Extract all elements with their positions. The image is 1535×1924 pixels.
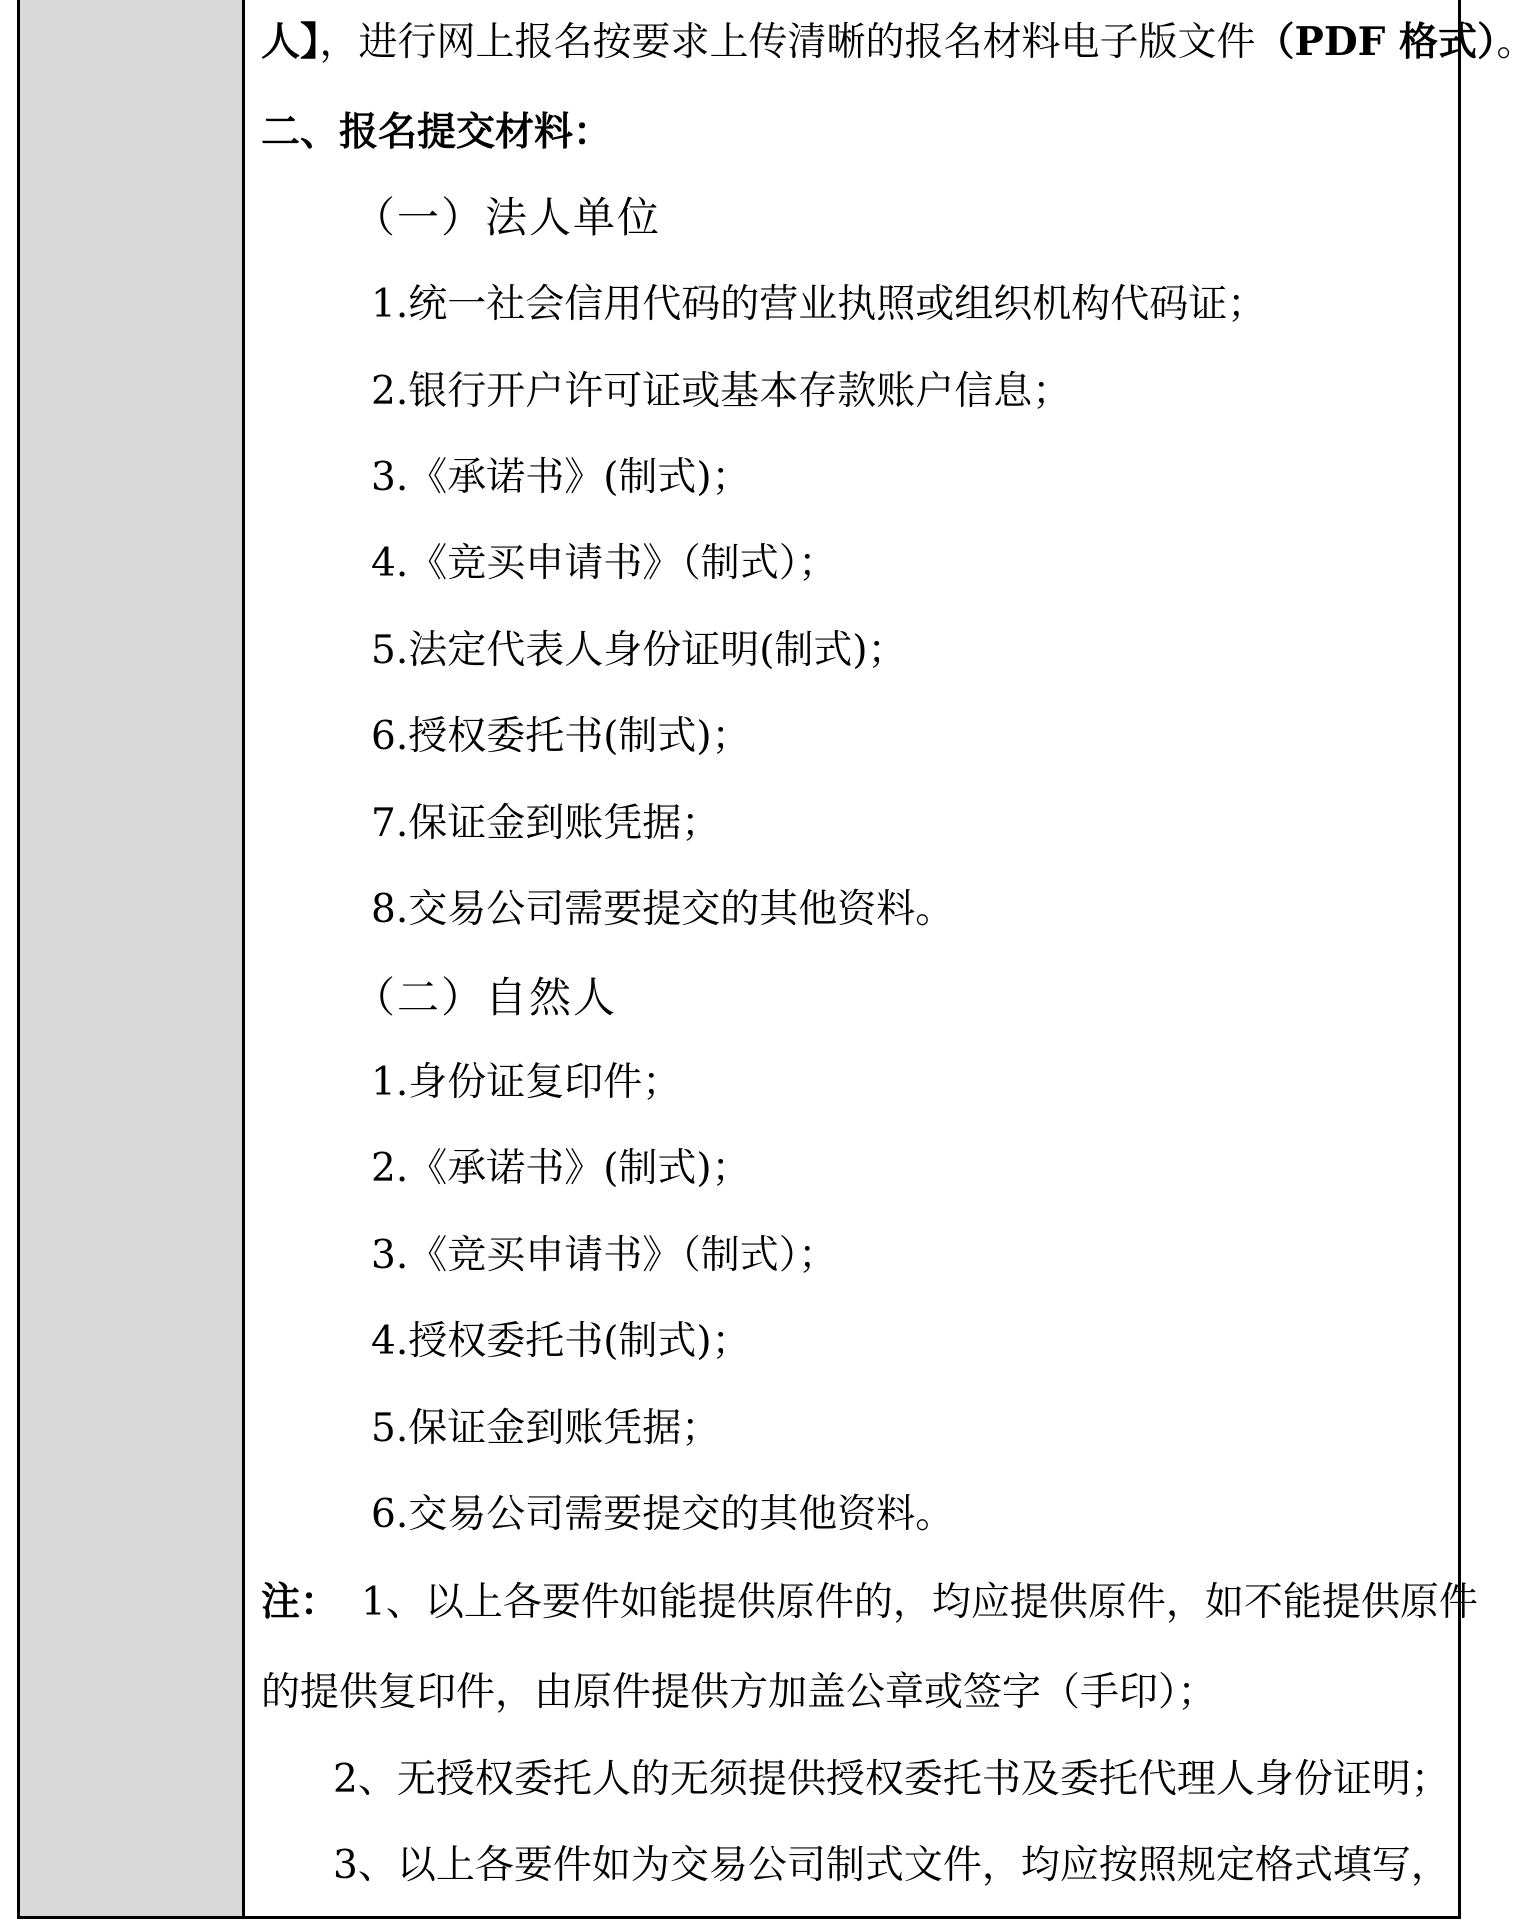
natural-person-heading: （二）自然人 bbox=[353, 973, 618, 1022]
natural-item: 4.授权委托书(制式)； bbox=[371, 1319, 751, 1364]
natural-item: 5.保证金到账凭据； bbox=[371, 1406, 721, 1451]
natural-item: 1.身份证复印件； bbox=[371, 1060, 682, 1105]
intro-bold-end: （PDF 格式） bbox=[1255, 19, 1497, 65]
intro-tail: 。 bbox=[1496, 20, 1535, 65]
legal-item: 3.《承诺书》(制式)； bbox=[371, 455, 751, 500]
intro-text: ，进行网上报名按要求上传清晰的报名材料电子版文件 bbox=[319, 20, 1256, 65]
natural-item: 2.《承诺书》(制式)； bbox=[371, 1146, 751, 1191]
note3: 3、以上各要件如为交易公司制式文件，均应按照规定格式填写， bbox=[333, 1843, 1450, 1888]
section2-heading: 二、报名提交材料： bbox=[261, 109, 613, 155]
note1-text: 1、以上各要件如能提供原件的，均应提供原件，如不能提供原件 bbox=[361, 1580, 1478, 1625]
legal-item: 1.统一社会信用代码的营业执照或组织机构代码证； bbox=[371, 282, 1267, 327]
natural-item: 3.《竞买申请书》（制式）； bbox=[371, 1233, 838, 1278]
intro-bold-start: 人】 bbox=[261, 19, 320, 65]
legal-item: 8.交易公司需要提交的其他资料。 bbox=[371, 887, 955, 932]
intro-line bbox=[261, 16, 1535, 69]
notes-label: 注： bbox=[261, 1579, 340, 1625]
legal-item: 6.授权委托书(制式)； bbox=[371, 714, 751, 759]
legal-entity-heading: （一）法人单位 bbox=[353, 193, 662, 242]
note1-line2: 的提供复印件，由原件提供方加盖公章或签字（手印）； bbox=[261, 1670, 1217, 1715]
legal-item: 7.保证金到账凭据； bbox=[371, 801, 721, 846]
natural-item: 6.交易公司需要提交的其他资料。 bbox=[371, 1492, 955, 1537]
note2: 2、无授权委托人的无须提供授权委托书及委托代理人身份证明； bbox=[333, 1757, 1450, 1802]
note1-line1 bbox=[261, 1576, 1478, 1629]
content-cell bbox=[245, 0, 1535, 1916]
legal-item: 4.《竞买申请书》（制式）； bbox=[371, 541, 838, 586]
legal-item: 2.银行开户许可证或基本存款账户信息； bbox=[371, 369, 1072, 414]
legal-item: 5.法定代表人身份证明(制式)； bbox=[371, 628, 907, 673]
